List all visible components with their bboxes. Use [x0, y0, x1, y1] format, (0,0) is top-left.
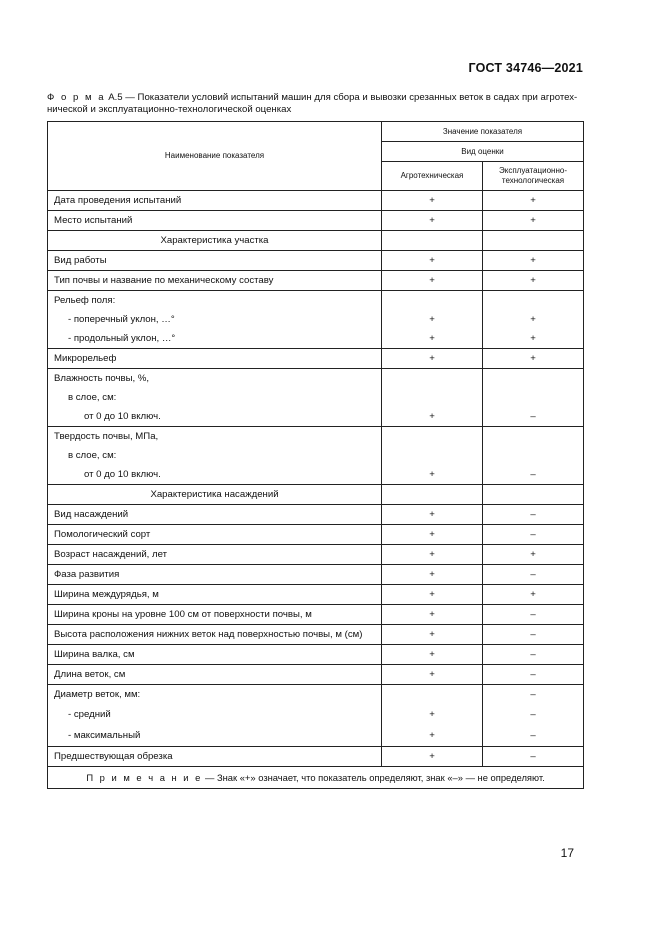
- expl-mark: –: [483, 565, 584, 585]
- row-name: Высота расположения нижних веток над поверхностью почвы, м (см): [48, 625, 382, 645]
- agro-mark: +: [382, 605, 483, 625]
- expl-mark: –: [483, 625, 584, 645]
- table-row: [48, 685, 584, 705]
- table-row: [48, 388, 584, 407]
- table-row: [48, 446, 584, 465]
- table-row: [48, 291, 584, 311]
- table-row: [48, 310, 584, 329]
- table-row: [48, 505, 584, 525]
- note-text: — Знак «+» означает, что показатель определяют, знак «–» — не определяют.: [202, 771, 545, 783]
- row-name: Влажность почвы, %,: [48, 369, 382, 389]
- expl-mark: +: [483, 271, 584, 291]
- caption-text: А.5 — Показатели условий испытаний машин для сбора и вывозки срезанных веток в садах при агротех-нической и эксплуатационно-технологической оценках: [47, 92, 578, 115]
- table-row: [48, 191, 584, 211]
- row-name: - средний: [48, 704, 382, 725]
- expl-mark: +: [483, 545, 584, 565]
- row-name: - поперечный уклон, …°: [48, 310, 382, 329]
- agro-mark: +: [382, 585, 483, 605]
- row-name: Микрорельеф: [48, 349, 382, 369]
- table-row: [48, 645, 584, 665]
- agro-mark: +: [382, 465, 483, 485]
- row-name: Возраст насаждений, лет: [48, 545, 382, 565]
- expl-mark: –: [483, 685, 584, 705]
- table-row: [48, 465, 584, 485]
- agro-mark: +: [382, 525, 483, 545]
- table-row: [48, 271, 584, 291]
- agro-mark: +: [382, 407, 483, 427]
- expl-mark: –: [483, 465, 584, 485]
- agro-mark: +: [382, 704, 483, 725]
- expl-mark: [483, 427, 584, 447]
- expl-mark: [483, 388, 584, 407]
- standard-number: ГОСТ 34746—2021: [468, 61, 583, 75]
- expl-mark: +: [483, 310, 584, 329]
- table-row: [48, 407, 584, 427]
- expl-mark: –: [483, 645, 584, 665]
- expl-mark: –: [483, 725, 584, 746]
- header-expl-cell: Эксплуатационно-технологическая: [483, 162, 584, 191]
- row-name: Ширина междурядья, м: [48, 585, 382, 605]
- row-name: в слое, см:: [48, 446, 382, 465]
- agro-mark: +: [382, 665, 483, 685]
- table-row: [48, 625, 584, 645]
- agro-mark: +: [382, 725, 483, 746]
- section-title: Характеристика участка: [48, 231, 382, 251]
- row-name: Длина веток, см: [48, 665, 382, 685]
- row-name: Диаметр веток, мм:: [48, 685, 382, 705]
- agro-mark: +: [382, 310, 483, 329]
- table-row: [48, 746, 584, 766]
- agro-mark: +: [382, 645, 483, 665]
- table-row: [48, 665, 584, 685]
- agro-mark: [382, 231, 483, 251]
- agro-mark: [382, 446, 483, 465]
- expl-mark: –: [483, 407, 584, 427]
- header-value-cell: Значение показателя: [382, 122, 584, 142]
- row-name: Помологический сорт: [48, 525, 382, 545]
- row-name: Ширина валка, см: [48, 645, 382, 665]
- agro-mark: +: [382, 329, 483, 349]
- row-name: - максимальный: [48, 725, 382, 746]
- agro-mark: [382, 388, 483, 407]
- agro-mark: +: [382, 625, 483, 645]
- agro-mark: +: [382, 746, 483, 766]
- page-number: 17: [560, 846, 574, 860]
- form-label: Ф о р м а: [47, 92, 106, 103]
- table-row: [48, 545, 584, 565]
- agro-mark: +: [382, 211, 483, 231]
- row-name: Предшествующая обрезка: [48, 746, 382, 766]
- table-row: [48, 427, 584, 447]
- row-name: от 0 до 10 включ.: [48, 407, 382, 427]
- agro-mark: +: [382, 349, 483, 369]
- expl-mark: [483, 291, 584, 311]
- row-name: Место испытаний: [48, 211, 382, 231]
- expl-mark: +: [483, 251, 584, 271]
- agro-mark: +: [382, 191, 483, 211]
- agro-mark: +: [382, 565, 483, 585]
- table-row: [48, 565, 584, 585]
- expl-mark: +: [483, 191, 584, 211]
- agro-mark: [382, 291, 483, 311]
- agro-mark: +: [382, 251, 483, 271]
- expl-mark: +: [483, 329, 584, 349]
- agro-mark: +: [382, 505, 483, 525]
- expl-mark: –: [483, 525, 584, 545]
- table-row: [48, 704, 584, 725]
- expl-mark: [483, 446, 584, 465]
- expl-mark: –: [483, 505, 584, 525]
- section-title: Характеристика насаждений: [48, 485, 382, 505]
- expl-mark: +: [483, 211, 584, 231]
- header-agro-cell: Агротехническая: [382, 162, 483, 191]
- row-name: - продольный уклон, …°: [48, 329, 382, 349]
- row-name: Вид работы: [48, 251, 382, 271]
- section-row: [48, 231, 584, 251]
- table-row: [48, 251, 584, 271]
- row-name: Фаза развития: [48, 565, 382, 585]
- table-row: [48, 369, 584, 389]
- expl-mark: [483, 369, 584, 389]
- expl-mark: –: [483, 704, 584, 725]
- note-label: П р и м е ч а н и е: [86, 771, 203, 783]
- expl-mark: [483, 231, 584, 251]
- row-name: Ширина кроны на уровне 100 см от поверхности почвы, м: [48, 605, 382, 625]
- table-row: [48, 329, 584, 349]
- row-name: Рельеф поля:: [48, 291, 382, 311]
- expl-mark: –: [483, 665, 584, 685]
- section-row: [48, 485, 584, 505]
- row-name: от 0 до 10 включ.: [48, 465, 382, 485]
- expl-mark: –: [483, 605, 584, 625]
- table-caption: [47, 92, 587, 116]
- row-name: Твердость почвы, МПа,: [48, 427, 382, 447]
- expl-mark: +: [483, 585, 584, 605]
- row-name: Тип почвы и название по механическому составу: [48, 271, 382, 291]
- table-row: [48, 349, 584, 369]
- table-row: [48, 585, 584, 605]
- agro-mark: [382, 685, 483, 705]
- agro-mark: [382, 369, 483, 389]
- table-note: [48, 766, 584, 788]
- header-name-cell: Наименование показателя: [48, 122, 382, 191]
- table-row: [48, 605, 584, 625]
- row-name: в слое, см:: [48, 388, 382, 407]
- expl-mark: [483, 485, 584, 505]
- header-kind-cell: Вид оценки: [382, 142, 584, 162]
- note-row: [48, 766, 584, 788]
- table-row: [48, 211, 584, 231]
- agro-mark: +: [382, 271, 483, 291]
- row-name: Дата проведения испытаний: [48, 191, 382, 211]
- table-row: [48, 725, 584, 746]
- expl-mark: +: [483, 349, 584, 369]
- conditions-table: [47, 121, 584, 789]
- agro-mark: +: [382, 545, 483, 565]
- agro-mark: [382, 485, 483, 505]
- agro-mark: [382, 427, 483, 447]
- expl-mark: –: [483, 746, 584, 766]
- table-row: [48, 525, 584, 545]
- row-name: Вид насаждений: [48, 505, 382, 525]
